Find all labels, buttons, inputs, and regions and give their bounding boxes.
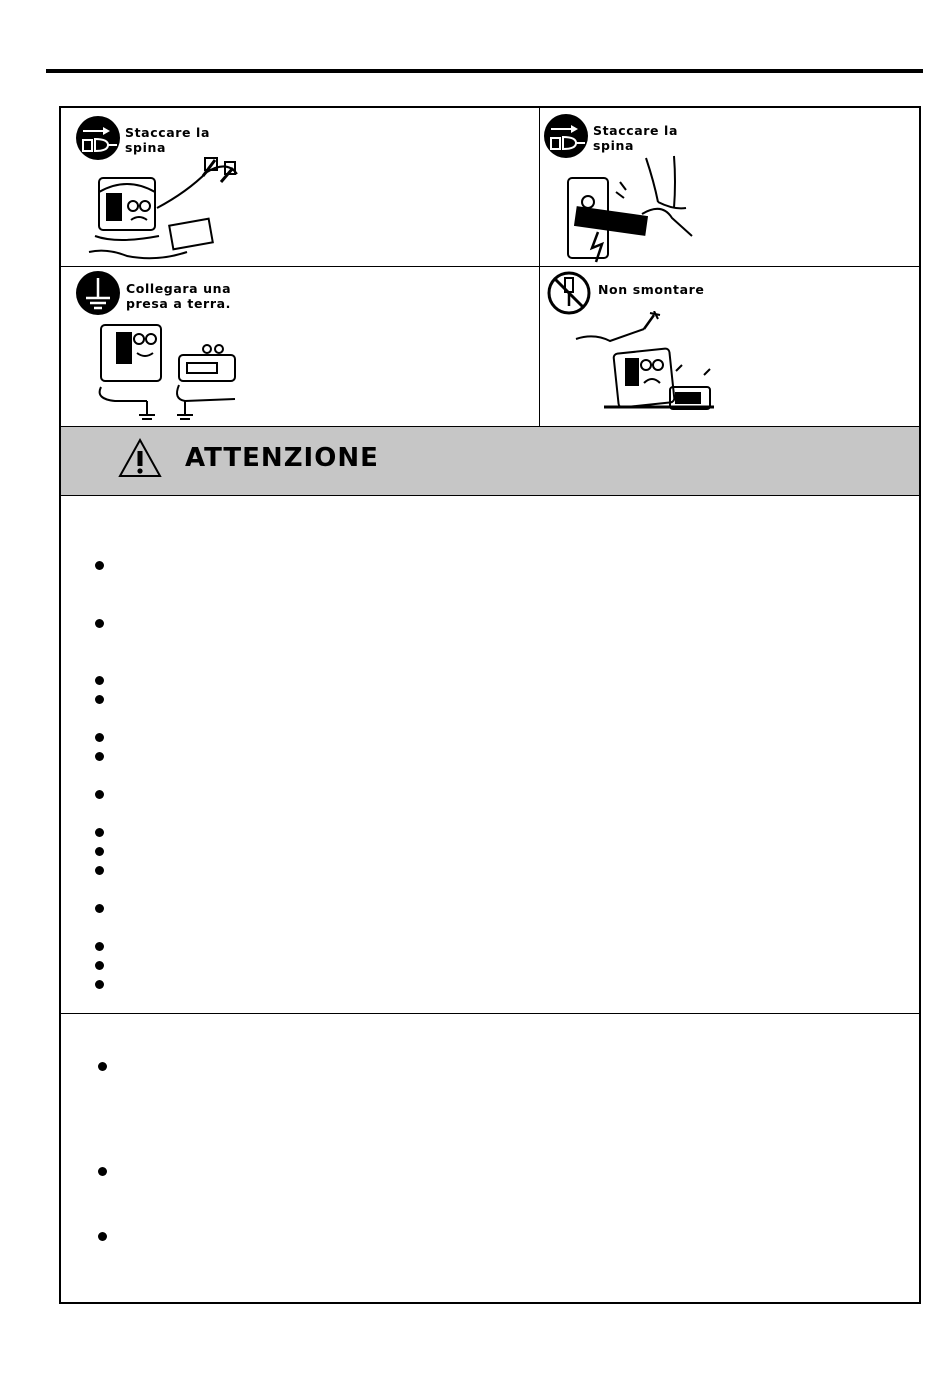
cell-no-disassemble [540, 267, 921, 426]
bullet-point [98, 1062, 107, 1071]
bullet-point [95, 980, 104, 989]
bullet-point [95, 676, 104, 685]
cell-unplug-2 [540, 108, 921, 266]
no-disassemble-icon [546, 270, 592, 316]
bullet-point [95, 790, 104, 799]
bullet-point [95, 561, 104, 570]
printer-unplug-illustration [87, 152, 247, 264]
cell-label: Non smontare [598, 282, 705, 297]
warning-triangle-icon [117, 437, 163, 479]
bullet-point [95, 961, 104, 970]
safety-table [59, 106, 921, 1304]
bullet-point [95, 828, 104, 837]
bullet-point [95, 752, 104, 761]
bullet-point [98, 1232, 107, 1241]
ground-icon [75, 270, 121, 316]
caution-banner [61, 426, 919, 496]
bullet-point [95, 866, 104, 875]
bullet-point [95, 733, 104, 742]
bullet-point [95, 695, 104, 704]
hand-pulling-plug-illustration [562, 152, 702, 264]
disassemble-printer-illustration [574, 311, 724, 423]
cell-unplug-1 [61, 108, 539, 266]
cell-label: Staccare la spina [593, 123, 678, 153]
cell-label: Collegara una presa a terra. [126, 281, 232, 311]
caution-title: ATTENZIONE [185, 443, 379, 473]
grounded-printer-illustration [95, 315, 245, 421]
bullet-point [95, 847, 104, 856]
cell-label: Staccare la spina [125, 125, 210, 155]
section-divider [61, 1013, 919, 1014]
bullet-point [95, 942, 104, 951]
bullet-point [95, 904, 104, 913]
bullet-point [98, 1167, 107, 1176]
top-rule [46, 69, 923, 73]
cell-ground [61, 267, 539, 426]
bullet-point [95, 619, 104, 628]
